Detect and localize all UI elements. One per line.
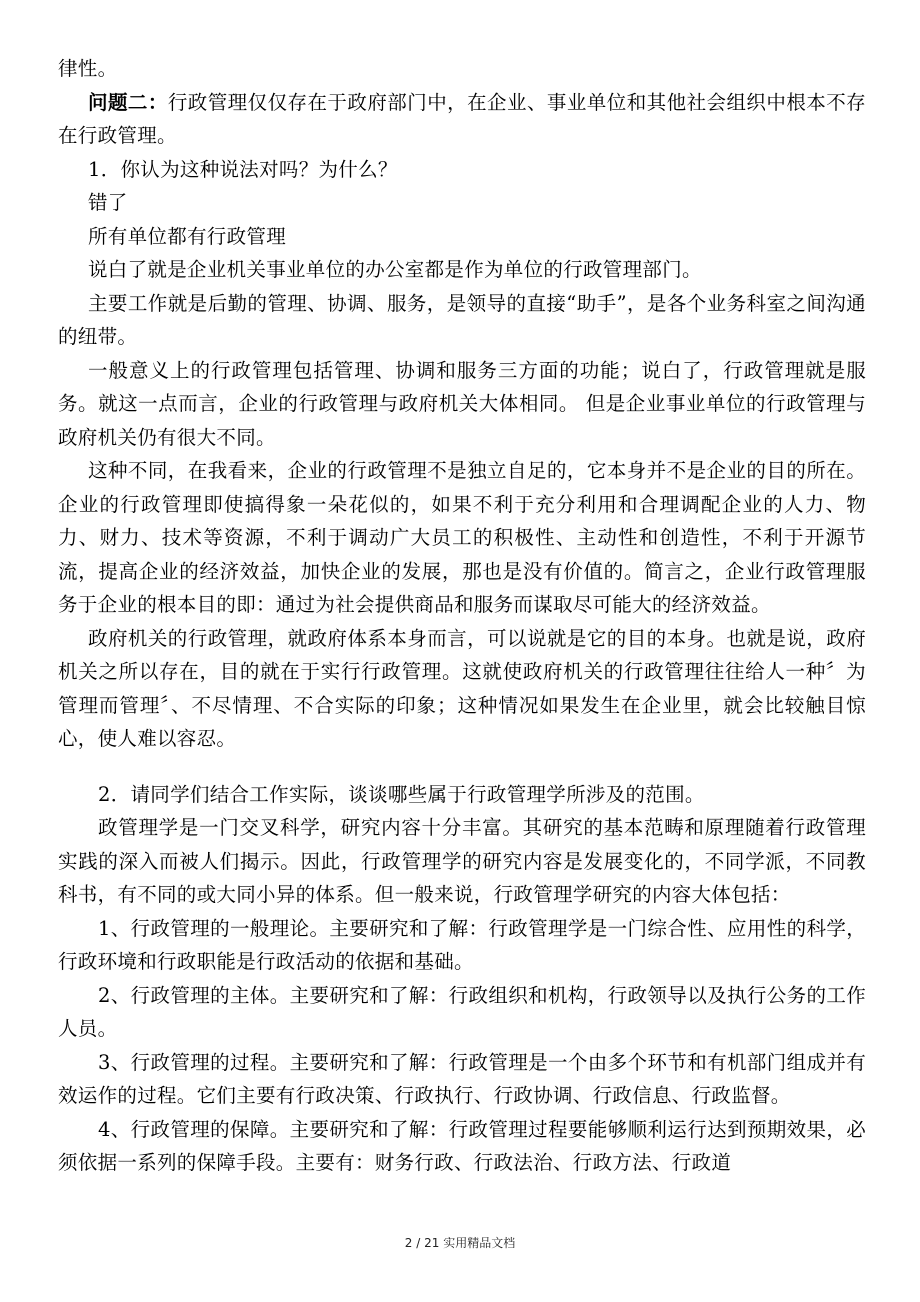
paragraph [58, 778, 866, 812]
paragraph-text: 说白了就是企业机关事业单位的办公室都是作为单位的行政管理部门。 [88, 258, 702, 281]
paragraph [58, 287, 866, 354]
paragraph [58, 1113, 866, 1180]
page-footer: 2 / 21 实用精品文档 [404, 1236, 516, 1250]
paragraph [58, 220, 866, 254]
paragraph [58, 354, 866, 455]
paragraph [58, 912, 866, 979]
paragraph-text: 一般意义上的行政管理包括管理、协调和服务三方面的功能；说白了，行政管理就是服务。就这一点而言，企业的行政管理与政府机关大体相同。 但是企业事业单位的行政管理与政府机关仍有很大不同。 [58, 358, 866, 449]
paragraph [58, 1046, 866, 1113]
paragraph-text: 1、行政管理的一般理论。主要研究和了解：行政管理学是一门综合性、应用性的科学，行政环境和行政职能是行政活动的依据和基础。 [58, 916, 866, 973]
paragraph-text: 3、行政管理的过程。主要研究和了解：行政管理是一个由多个环节和有机部门组成并有效运作的过程。它们主要有行政决策、行政执行、行政协调、行政信息、行政监督。 [58, 1050, 866, 1107]
paragraph [58, 153, 866, 187]
paragraph-text: 这种不同，在我看来，企业的行政管理不是独立自足的，它本身并不是企业的目的所在。企业的行政管理即使搞得象一朵花似的，如果不利于充分利用和合理调配企业的人力、物力、财力、技术等资源，不利于调动广大员工的积极性、主动性和创造性，不利于开源节流，提高企业的经济效益，加快企业的发展，那也是没有价值的。简言之，企业行政管理服务于企业的根本目的即：通过为社会提供商品和服务而谋取尽可能大的经济效益。 [58, 459, 866, 616]
paragraph [58, 253, 866, 287]
paragraph [58, 454, 866, 622]
paragraph-text: 1．你认为这种说法对吗？为什么？ [88, 157, 398, 181]
paragraph-text: 主要工作就是后勤的管理、协调、服务，是领导的直接“助手”，是各个业务科室之间沟通的纽带。 [58, 291, 866, 348]
paragraph-gap [58, 756, 866, 778]
paragraph-text: 错了 [88, 191, 128, 214]
paragraph [58, 811, 866, 912]
document-body [58, 52, 866, 1180]
paragraph-text: 所有单位都有行政管理 [88, 224, 287, 248]
paragraph-text: 政管理学是一门交叉科学，研究内容十分丰富。其研究的基本范畴和原理随着行政管理实践的深入而被人们揭示。因此，行政管理学的研究内容是发展变化的，不同学派，不同教科书，有不同的或大同小异的体系。但一般来说，行政管理学研究的内容大体包括： [58, 816, 866, 906]
paragraph [58, 979, 866, 1046]
paragraph [58, 622, 866, 756]
paragraph-text: 2、行政管理的主体。主要研究和了解：行政组织和机构，行政领导以及执行公务的工作人员。 [58, 983, 866, 1040]
paragraph-text: 律性。 [58, 57, 118, 80]
paragraph-text: 政府机关的行政管理，就政府体系本身而言，可以说就是它的目的本身。也就是说，政府机关之所以存在，目的就在于实行行政管理。这就使政府机关的行政管理往往给人一种〞为管理而管理〞、不尽情理、不合实际的印象；这种情况如果发生在企业里，就会比较触目惊心，使人难以容忍。 [58, 626, 866, 750]
paragraph [58, 52, 866, 86]
paragraph [58, 86, 866, 153]
paragraph-text: 行政管理仅仅存在于政府部门中，在企业、事业单位和其他社会组织中根本不存在行政管理。 [58, 90, 866, 147]
paragraph-text: 2．请同学们结合工作实际，谈谈哪些属于行政管理学所涉及的范围。 [98, 782, 705, 806]
question-heading: 问题二： [88, 90, 168, 114]
paragraph [58, 186, 866, 220]
paragraph-text: 4、行政管理的保障。主要研究和了解：行政管理过程要能够顺利运行达到预期效果，必须依据一系列的保障手段。主要有：财务行政、行政法治、行政方法、行政道 [58, 1117, 866, 1174]
